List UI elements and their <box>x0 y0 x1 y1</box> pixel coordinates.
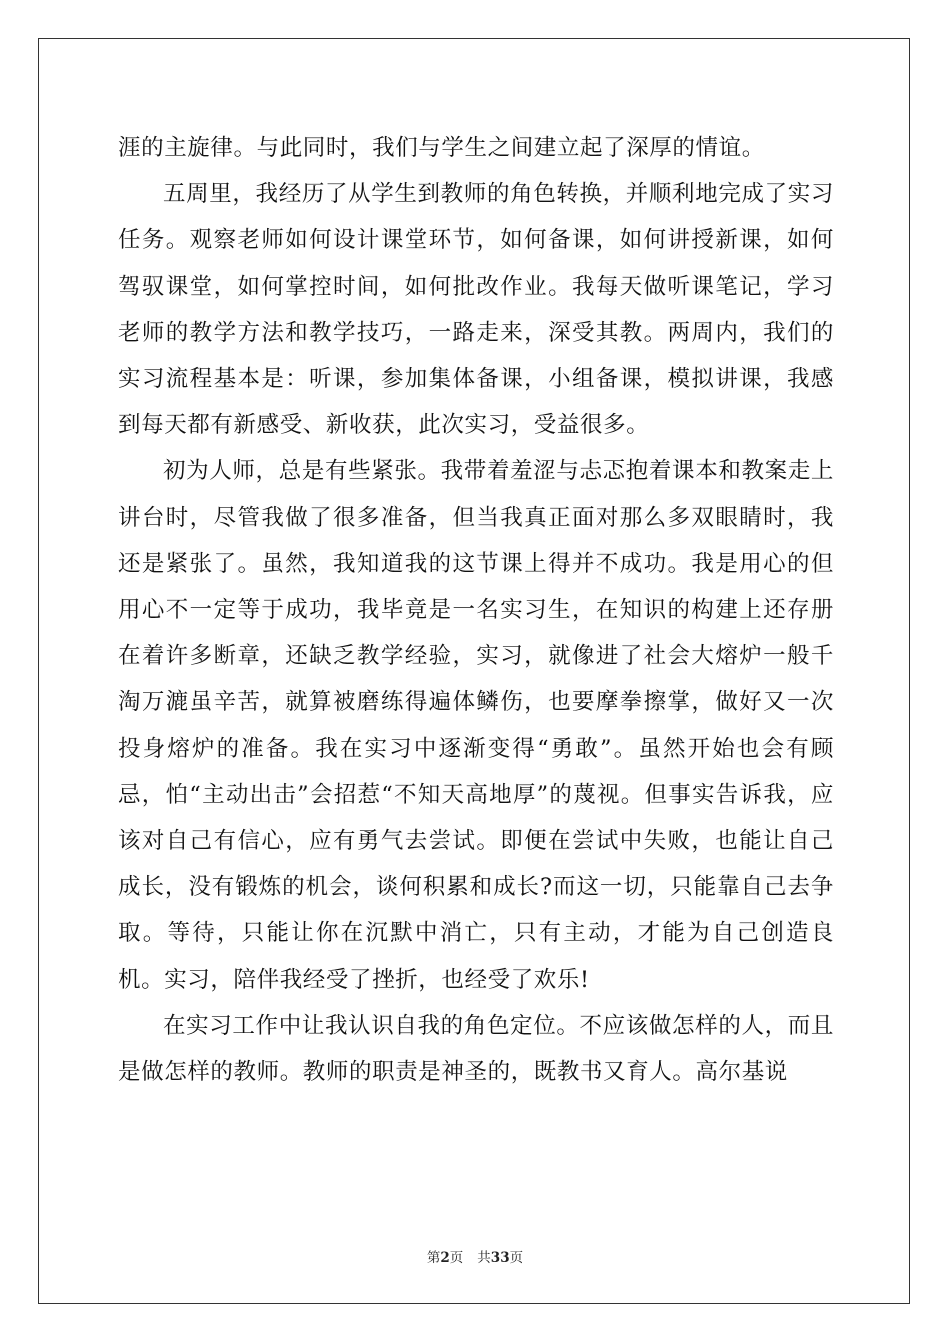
page-number: 2 <box>440 1250 450 1266</box>
paragraph-continuation: 涯的主旋律。与此同时，我们与学生之间建立起了深厚的情谊。 <box>118 135 765 161</box>
total-prefix: 共 <box>477 1250 491 1266</box>
total-pages: 33 <box>490 1250 510 1266</box>
total-suffix: 页 <box>509 1250 524 1266</box>
page-suffix: 页 <box>449 1250 464 1266</box>
paragraph: 在实习工作中让我认识自我的角色定位。不应该做怎样的人，而且是做怎样的教师。教师的职责是神圣的，既教书又育人。高尔基说 <box>118 1012 834 1086</box>
page-footer <box>0 1246 950 1266</box>
paragraph: 初为人师，总是有些紧张。我带着羞涩与忐忑抱着课本和教案走上讲台时，尽管我做了很多准备，但当我真正面对那么多双眼睛时，我还是紧张了。虽然，我知道我的这节课上得并不成功。我是用心的但用心不一定等于成功，我毕竟是一名实习生，在知识的构建上还存册在着许多断章，还缺乏教学经验，实习，就像进了社会大熔炉一般千淘万漉虽辛苦，就算被磨练得遍体鳞伤，也要摩拳擦掌，做好又一次投身熔炉的准备。我在实习中逐渐变得“勇敢”。虽然开始也会有顾忌，怕“主动出击”会招惹“不知天高地厚”的蔑视。但事实告诉我，应该对自己有信心，应有勇气去尝试。即便在尝试中失败，也能让自己成长，没有锻炼的机会，谈何积累和成长?而这一切，只能靠自己去争取。等待，只能让你在沉默中消亡，只有主动，才能为自己创造良机。实习，陪伴我经受了挫折，也经受了欢乐! <box>118 458 834 993</box>
document-body <box>118 125 834 1095</box>
page-prefix: 第 <box>426 1250 441 1266</box>
paragraph: 五周里，我经历了从学生到教师的角色转换，并顺利地完成了实习任务。观察老师如何设计课堂环节，如何备课，如何讲授新课，如何驾驭课堂，如何掌控时间，如何批改作业。我每天做听课笔记，学习老师的教学方法和教学技巧，一路走来，深受其教。两周内，我们的实习流程基本是：听课，参加集体备课，小组备课，模拟讲课，我感到每天都有新感受、新收获，此次实习，受益很多。 <box>118 181 834 439</box>
